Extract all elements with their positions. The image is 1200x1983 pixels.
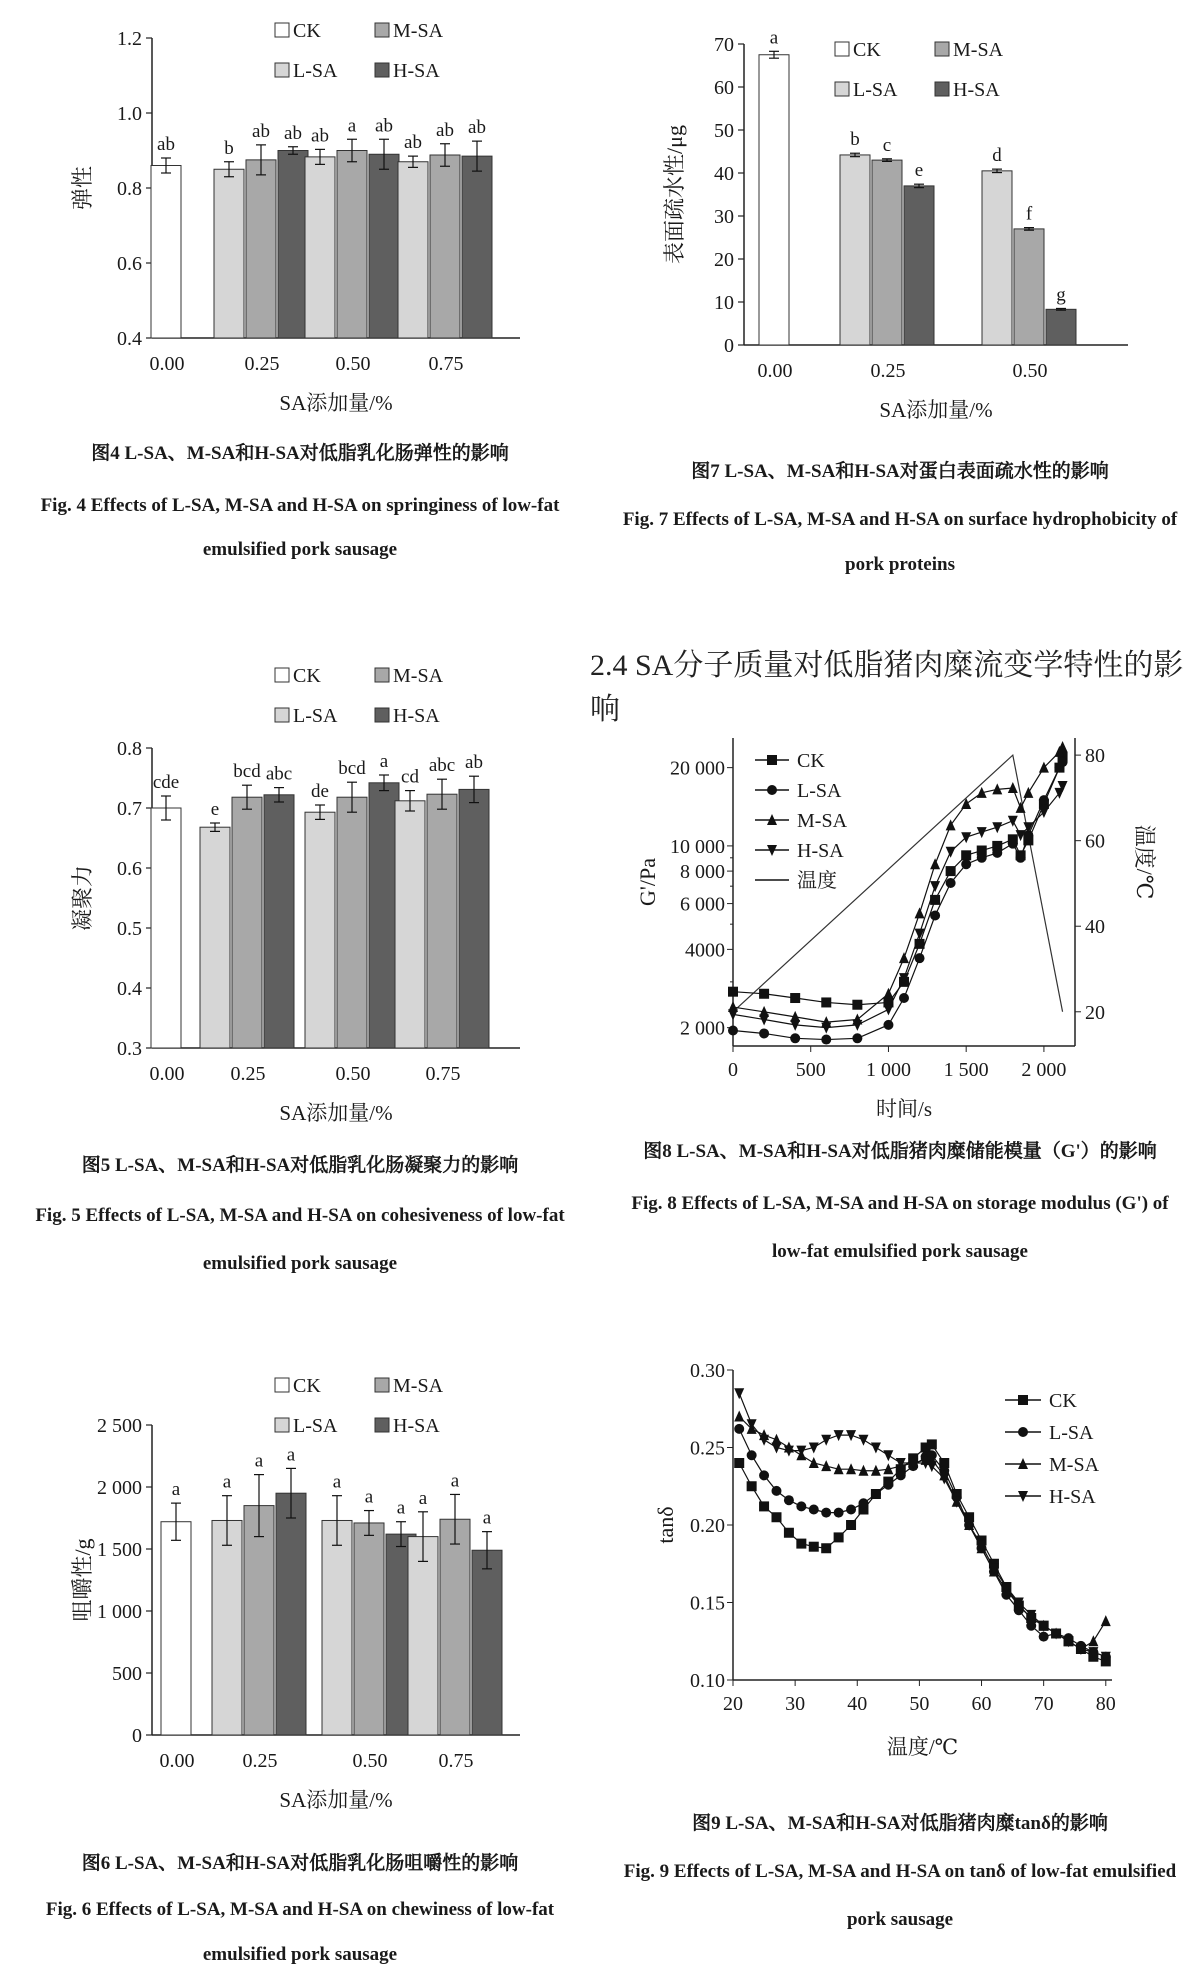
fig8-point-l-sa (946, 878, 956, 888)
fig4-data-label: ab (468, 117, 486, 139)
fig8-legend-marker (767, 785, 777, 795)
fig9-caption-en-line1: Fig. 9 Effects of L-SA, M-SA and H-SA on tanδ of low-fat emulsified (623, 1861, 1177, 1882)
fig5-ytick-label: 0.3 (117, 1038, 142, 1060)
fig5-ytick-label: 0.7 (117, 798, 142, 820)
fig4-xtick-label: 0.75 (428, 353, 464, 375)
fig9-point-l-sa (747, 1450, 757, 1460)
fig7-bar-m-sa (1014, 229, 1044, 345)
fig5-ytick-label: 0.4 (117, 978, 142, 1000)
fig9-point-ck (846, 1520, 856, 1530)
fig7-ytick-label: 0 (724, 335, 734, 357)
fig6-data-label: a (450, 1470, 460, 1492)
fig8-point-l-sa (821, 1035, 831, 1045)
fig5-caption-en-line1: Fig. 5 Effects of L-SA, M-SA and H-SA on cohesiveness of low-fat (35, 1205, 565, 1226)
fig8-series-l-sa (733, 762, 1063, 1039)
fig5-x-axis-label: SA添加量/% (279, 1101, 393, 1125)
fig4-data-label: b (224, 137, 234, 159)
fig8-ytick-label: 10 000 (670, 835, 725, 858)
fig8-legend-marker (767, 755, 777, 765)
fig5-xtick-label: 0.00 (149, 1063, 185, 1085)
fig4-legend-swatch-m-sa (375, 23, 389, 37)
fig6-data-label: a (286, 1444, 296, 1466)
fig9-point-l-sa (858, 1498, 868, 1508)
fig4-data-label: ab (157, 134, 175, 155)
fig9-legend-label: L-SA (1049, 1422, 1094, 1444)
fig8-caption-cn: 图8 L-SA、M-SA和H-SA对低脂猪肉糜储能模量（G'）的影响 (643, 1141, 1157, 1162)
fig7-ytick-label: 30 (714, 206, 734, 228)
fig5-legend-label: M-SA (393, 665, 444, 687)
fig4-y-axis-label: 弹性 (70, 165, 95, 211)
fig4-data-label: a (347, 115, 357, 137)
fig8-point-m-sa (1016, 802, 1026, 813)
fig5-data-label: bcd (233, 761, 261, 783)
fig9-point-l-sa (771, 1486, 781, 1496)
fig6-bar-m-sa (354, 1523, 384, 1735)
fig6-legend-swatch-m-sa (375, 1378, 389, 1392)
fig9-ytick-label: 0.25 (690, 1437, 725, 1460)
fig8-point-ck (946, 866, 956, 876)
fig4-legend-swatch-ck (275, 23, 289, 37)
fig4-data-label: ab (375, 115, 393, 137)
fig9-ytick-label: 0.15 (690, 1592, 725, 1615)
fig4-bar-ck (151, 166, 181, 339)
fig8-legend-label: M-SA (797, 810, 848, 832)
fig4-data-label: ab (252, 120, 270, 142)
fig8-point-l-sa (1016, 853, 1026, 863)
fig4-caption-cn: 图4 L-SA、M-SA和H-SA对低脂乳化肠弹性的影响 (91, 443, 509, 464)
fig8-point-l-sa (992, 848, 1002, 858)
fig6-data-label: a (364, 1486, 374, 1508)
fig4-data-label: ab (284, 122, 302, 144)
fig8-point-l-sa (1058, 757, 1068, 767)
fig9-point-ck (771, 1512, 781, 1522)
fig9-point-h-sa (821, 1435, 831, 1446)
fig8-point-h-sa (883, 1004, 893, 1015)
fig9-ytick-label: 0.20 (690, 1515, 725, 1537)
fig6-ytick-label: 2 500 (97, 1415, 142, 1437)
fig9-point-m-sa (809, 1457, 819, 1468)
fig4-bar-l-sa (305, 157, 335, 338)
fig7-ytick-label: 40 (714, 163, 734, 185)
fig7-legend-swatch-m-sa (935, 42, 949, 56)
fig6-xtick-label: 0.50 (352, 1750, 388, 1772)
fig4-x-axis-label: SA添加量/% (279, 391, 393, 415)
fig9-xtick-label: 80 (1095, 1693, 1116, 1715)
fig8-ytick-label: 20 000 (670, 757, 725, 780)
fig4-legend-label: H-SA (393, 60, 440, 82)
fig6-bar-l-sa (408, 1537, 438, 1735)
fig5-legend-swatch-h-sa (375, 708, 389, 722)
fig8-point-l-sa (852, 1033, 862, 1043)
fig8-xtick-label: 2 000 (1021, 1059, 1067, 1081)
fig8-xtick-label: 1 500 (943, 1059, 989, 1081)
fig5-data-label: abc (265, 763, 293, 785)
fig9-point-l-sa (734, 1424, 744, 1434)
fig5-bar-l-sa (200, 827, 230, 1048)
fig5-legend-swatch-m-sa (375, 668, 389, 682)
fig9-point-ck (747, 1481, 757, 1491)
fig8-point-l-sa (930, 910, 940, 920)
fig8-point-m-sa (1008, 782, 1018, 793)
fig9-legend-label: M-SA (1049, 1454, 1100, 1476)
fig7-legend-swatch-ck (835, 42, 849, 56)
fig8-point-l-sa (961, 859, 971, 869)
fig9-point-l-sa (896, 1470, 906, 1480)
fig4-xtick-label: 0.50 (335, 353, 371, 375)
fig9-legend-marker (1018, 1427, 1028, 1437)
fig8-point-l-sa (1008, 839, 1018, 849)
fig7-caption-cn: 图7 L-SA、M-SA和H-SA对蛋白表面疏水性的影响 (691, 461, 1109, 482)
fig8-point-ck (728, 987, 738, 997)
fig9-point-h-sa (883, 1450, 893, 1461)
fig7-bar-h-sa (904, 186, 934, 345)
section-heading: 2.4 SA分子质量对低脂猪肉糜流变学特性的影响 (590, 649, 1184, 726)
fig4-bar-h-sa (462, 156, 492, 338)
fig8-point-l-sa (883, 1020, 893, 1030)
fig6-ytick-label: 0 (132, 1725, 142, 1747)
fig8-ytick-label: 8 000 (680, 861, 725, 884)
fig7-data-label: c (882, 134, 892, 156)
fig9-point-l-sa (821, 1508, 831, 1518)
fig4-ytick-label: 0.8 (117, 178, 142, 200)
fig7-legend-label: CK (853, 39, 881, 61)
fig5-ytick-label: 0.5 (117, 918, 142, 940)
fig5-data-label: bcd (338, 758, 366, 780)
fig8-caption-en-line1: Fig. 8 Effects of L-SA, M-SA and H-SA on storage modulus (G') of (631, 1193, 1169, 1214)
fig6-ytick-label: 2 000 (97, 1477, 142, 1499)
fig4-bar-h-sa (278, 151, 308, 339)
fig8-point-h-sa (946, 847, 956, 858)
fig7-data-label: g (1056, 284, 1066, 306)
fig6-data-label: a (222, 1471, 232, 1493)
fig4-ytick-label: 1.0 (117, 103, 142, 125)
fig9-point-h-sa (858, 1435, 868, 1446)
fig6-xtick-label: 0.75 (438, 1750, 474, 1772)
fig9-point-m-sa (734, 1411, 744, 1422)
fig6-ytick-label: 1 500 (97, 1539, 142, 1561)
fig7-legend-label: H-SA (953, 79, 1000, 101)
fig8-point-m-sa (1023, 787, 1033, 798)
fig7-data-label: d (992, 145, 1002, 167)
fig7-caption-en-line1: Fig. 7 Effects of L-SA, M-SA and H-SA on surface hydrophobicity of (622, 509, 1178, 530)
fig6-legend-swatch-l-sa (275, 1418, 289, 1432)
fig8-xtick-label: 0 (728, 1059, 738, 1081)
fig9-point-l-sa (1039, 1632, 1049, 1642)
fig7-data-label: b (850, 129, 860, 151)
fig5-bar-m-sa (427, 794, 457, 1048)
fig6-data-label: a (332, 1471, 342, 1493)
fig8-y2tick-label: 80 (1085, 745, 1105, 768)
fig7-ytick-label: 10 (714, 292, 734, 314)
fig4-bar-l-sa (398, 162, 428, 338)
fig7-legend-label: M-SA (953, 39, 1004, 61)
fig8-point-l-sa (915, 953, 925, 963)
fig4-bar-m-sa (246, 160, 276, 338)
fig9-series-ck (739, 1444, 1106, 1661)
fig6-caption-en-line1: Fig. 6 Effects of L-SA, M-SA and H-SA on chewiness of low-fat (45, 1899, 555, 1920)
fig6-legend-label: M-SA (393, 1375, 444, 1397)
fig8-xtick-label: 500 (795, 1059, 826, 1081)
fig6-data-label: a (171, 1479, 181, 1501)
fig5-xtick-label: 0.25 (230, 1063, 266, 1085)
fig8-point-m-sa (883, 988, 893, 999)
fig6-xtick-label: 0.25 (242, 1750, 278, 1772)
fig9-xtick-label: 40 (847, 1693, 868, 1715)
fig7-ytick-label: 70 (714, 34, 734, 56)
fig5-data-label: a (379, 751, 389, 772)
fig5-legend-label: H-SA (393, 705, 440, 727)
fig7-data-label: f (1025, 203, 1033, 225)
fig6-data-label: a (482, 1507, 492, 1529)
fig8-point-l-sa (1039, 795, 1049, 805)
fig5-legend-swatch-ck (275, 668, 289, 682)
fig7-bar-m-sa (872, 160, 902, 345)
fig7-legend-swatch-h-sa (935, 82, 949, 96)
fig8-ytick-label: 2 000 (680, 1017, 725, 1040)
fig4-legend-swatch-h-sa (375, 63, 389, 77)
fig9-xtick-label: 60 (971, 1693, 992, 1715)
fig4-ytick-label: 1.2 (117, 28, 142, 50)
fig9-point-ck (809, 1542, 819, 1552)
fig8-y2tick-label: 60 (1085, 830, 1105, 853)
fig9-point-ck (834, 1532, 844, 1542)
fig5-data-label: cd (401, 766, 419, 788)
fig6-bar-l-sa (322, 1520, 352, 1735)
fig4-bar-m-sa (430, 155, 460, 338)
fig9-legend-marker (1018, 1395, 1028, 1405)
fig9-legend-label: H-SA (1049, 1486, 1096, 1508)
fig8-y2tick-label: 40 (1085, 916, 1105, 939)
fig4-legend-label: M-SA (393, 20, 444, 42)
fig4-data-label: ab (311, 125, 329, 147)
fig5-ytick-label: 0.8 (117, 738, 142, 760)
fig9-xtick-label: 50 (909, 1693, 930, 1715)
fig8-point-ck (852, 1000, 862, 1010)
fig6-bar-h-sa (472, 1550, 502, 1735)
fig4-bar-m-sa (337, 151, 367, 339)
fig8-point-m-sa (1058, 741, 1068, 752)
fig4-bar-h-sa (369, 154, 399, 338)
fig8-y-axis-label: G'/Pa (635, 858, 660, 906)
fig7-ytick-label: 60 (714, 77, 734, 99)
fig4-bar-l-sa (214, 169, 244, 338)
fig5-caption-en-line2: emulsified pork sausage (202, 1253, 398, 1274)
fig9-point-ck (784, 1528, 794, 1538)
fig7-ytick-label: 20 (714, 249, 734, 271)
fig9-xtick-label: 30 (785, 1693, 806, 1715)
fig9-point-l-sa (834, 1508, 844, 1518)
fig9-point-h-sa (927, 1461, 937, 1472)
fig4-caption-en-line2: emulsified pork sausage (202, 539, 398, 560)
fig8-legend-label: 温度 (797, 870, 837, 892)
fig5-bar-m-sa (232, 797, 262, 1048)
fig8-point-ck (961, 850, 971, 860)
fig9-point-m-sa (1088, 1635, 1098, 1646)
fig7-bar-l-sa (840, 155, 870, 345)
fig9-point-m-sa (1101, 1615, 1111, 1626)
fig5-bar-ck (151, 808, 181, 1048)
fig6-caption-cn: 图6 L-SA、M-SA和H-SA对低脂乳化肠咀嚼性的影响 (81, 1853, 519, 1874)
fig6-xtick-label: 0.00 (159, 1750, 195, 1772)
fig8-ytick-label: 6 000 (680, 893, 725, 916)
fig8-point-ck (821, 997, 831, 1007)
fig9-point-h-sa (734, 1388, 744, 1399)
fig6-y-axis-label: 咀嚼性/g (70, 1538, 95, 1622)
fig7-xtick-label: 0.00 (757, 360, 793, 382)
fig8-point-m-sa (961, 798, 971, 809)
fig8-point-m-sa (899, 952, 909, 963)
fig7-legend-label: L-SA (853, 79, 898, 101)
fig5-legend-label: CK (293, 665, 321, 687)
fig5-data-label: e (210, 799, 220, 820)
fig7-xtick-label: 0.25 (870, 360, 906, 382)
fig6-ytick-label: 1 000 (97, 1601, 142, 1623)
fig9-x-axis-label: 温度/℃ (886, 1735, 959, 1759)
fig8-point-m-sa (930, 858, 940, 869)
fig5-ytick-label: 0.6 (117, 858, 142, 880)
fig5-legend-label: L-SA (293, 705, 338, 727)
fig8-point-l-sa (728, 1026, 738, 1036)
fig7-caption-en-line2: pork proteins (845, 554, 955, 575)
fig8-point-h-sa (977, 827, 987, 838)
fig8-legend-label: H-SA (797, 840, 844, 862)
fig7-y-axis-label: 表面疏水性/μg (662, 125, 687, 264)
fig7-data-label: e (914, 160, 924, 182)
fig6-bar-l-sa (212, 1520, 242, 1735)
fig5-y-axis-label: 凝聚力 (70, 864, 95, 932)
fig6-legend-swatch-ck (275, 1378, 289, 1392)
fig5-xtick-label: 0.50 (335, 1063, 371, 1085)
fig9-ytick-label: 0.10 (690, 1670, 725, 1692)
fig5-data-label: cde (152, 772, 180, 793)
fig4-legend-label: L-SA (293, 60, 338, 82)
fig9-point-l-sa (759, 1470, 769, 1480)
fig6-ytick-label: 500 (112, 1663, 142, 1685)
fig4-data-label: ab (436, 119, 454, 141)
fig9-point-l-sa (784, 1495, 794, 1505)
fig6-bar-h-sa (276, 1493, 306, 1735)
fig8-series-ck (733, 757, 1063, 1005)
fig5-data-label: ab (465, 752, 483, 774)
fig5-xtick-label: 0.75 (425, 1063, 461, 1085)
fig9-point-ck (796, 1539, 806, 1549)
fig5-bar-h-sa (459, 789, 489, 1048)
fig9-point-h-sa (759, 1435, 769, 1446)
fig4-caption-en-line1: Fig. 4 Effects of L-SA, M-SA and H-SA on springiness of low-fat (40, 495, 560, 516)
fig9-point-l-sa (871, 1489, 881, 1499)
fig7-bar-l-sa (982, 171, 1012, 345)
fig8-ytick-label: 4000 (685, 939, 725, 962)
fig5-bar-l-sa (305, 812, 335, 1048)
fig5-legend-swatch-l-sa (275, 708, 289, 722)
fig4-legend-label: CK (293, 20, 321, 42)
fig8-point-l-sa (899, 993, 909, 1003)
fig9-point-ck (734, 1458, 744, 1468)
fig4-xtick-label: 0.25 (244, 353, 280, 375)
fig8-x-axis-label: 时间/s (875, 1097, 933, 1121)
fig8-point-ck (790, 993, 800, 1003)
fig9-caption-en-line2: pork sausage (846, 1909, 954, 1930)
fig5-data-label: abc (428, 755, 456, 777)
fig8-y2-axis-label: 温度/℃ (1132, 824, 1157, 900)
fig4-legend-swatch-l-sa (275, 63, 289, 77)
fig6-data-label: a (418, 1487, 428, 1509)
fig7-x-axis-label: SA添加量/% (879, 398, 993, 422)
fig8-point-h-sa (930, 881, 940, 892)
fig8-point-h-sa (961, 832, 971, 843)
fig4-xtick-label: 0.00 (149, 353, 185, 375)
fig8-y2tick-label: 20 (1085, 1001, 1105, 1024)
fig9-point-l-sa (796, 1501, 806, 1511)
fig6-legend-label: L-SA (293, 1415, 338, 1437)
fig6-bar-ck (161, 1522, 191, 1735)
fig8-point-m-sa (915, 907, 925, 918)
fig4-ytick-label: 0.6 (117, 253, 142, 275)
fig4-ytick-label: 0.4 (117, 328, 142, 350)
fig5-caption-cn: 图5 L-SA、M-SA和H-SA对低脂乳化肠凝聚力的影响 (81, 1155, 519, 1176)
fig9-point-ck (927, 1439, 937, 1449)
fig8-legend-label: L-SA (797, 780, 842, 802)
fig8-point-h-sa (821, 1023, 831, 1034)
fig9-ytick-label: 0.30 (690, 1360, 725, 1382)
fig9-point-h-sa (871, 1443, 881, 1454)
fig5-data-label: de (311, 781, 329, 802)
fig9-point-l-sa (883, 1480, 893, 1490)
fig7-bar-ck (759, 55, 789, 345)
fig9-caption-cn: 图9 L-SA、M-SA和H-SA对低脂猪肉糜tanδ的影响 (692, 1813, 1108, 1834)
fig9-point-l-sa (846, 1505, 856, 1515)
fig7-ytick-label: 50 (714, 120, 734, 142)
fig7-legend-swatch-l-sa (835, 82, 849, 96)
fig8-point-l-sa (790, 1033, 800, 1043)
fig5-bar-h-sa (264, 795, 294, 1048)
fig8-point-l-sa (977, 853, 987, 863)
fig9-y-axis-label: tanδ (653, 1506, 678, 1544)
fig9-xtick-label: 20 (723, 1693, 743, 1715)
fig4-data-label: ab (404, 132, 422, 154)
fig8-caption-en-line2: low-fat emulsified pork sausage (772, 1241, 1028, 1262)
fig8-point-l-sa (759, 1028, 769, 1038)
fig6-legend-label: CK (293, 1375, 321, 1397)
fig6-data-label: a (396, 1497, 406, 1519)
fig6-legend-label: H-SA (393, 1415, 440, 1437)
fig6-x-axis-label: SA添加量/% (279, 1788, 393, 1812)
fig5-bar-m-sa (337, 797, 367, 1048)
fig6-bar-m-sa (440, 1519, 470, 1735)
fig8-legend-label: CK (797, 750, 825, 772)
fig6-caption-en-line2: emulsified pork sausage (202, 1944, 398, 1965)
fig6-legend-swatch-h-sa (375, 1418, 389, 1432)
fig9-legend-label: CK (1049, 1390, 1077, 1412)
fig7-bar-h-sa (1046, 309, 1076, 345)
fig9-point-ck (821, 1543, 831, 1553)
fig9-point-ck (759, 1501, 769, 1511)
fig6-data-label: a (254, 1450, 264, 1472)
fig8-point-h-sa (1008, 816, 1018, 827)
fig8-point-ck (759, 989, 769, 999)
fig9-point-l-sa (809, 1505, 819, 1515)
fig9-xtick-label: 70 (1033, 1693, 1054, 1715)
fig6-bar-m-sa (244, 1506, 274, 1735)
fig7-data-label: a (769, 27, 779, 49)
fig5-bar-l-sa (395, 801, 425, 1048)
fig7-xtick-label: 0.50 (1012, 360, 1048, 382)
fig8-xtick-label: 1 000 (865, 1059, 911, 1081)
